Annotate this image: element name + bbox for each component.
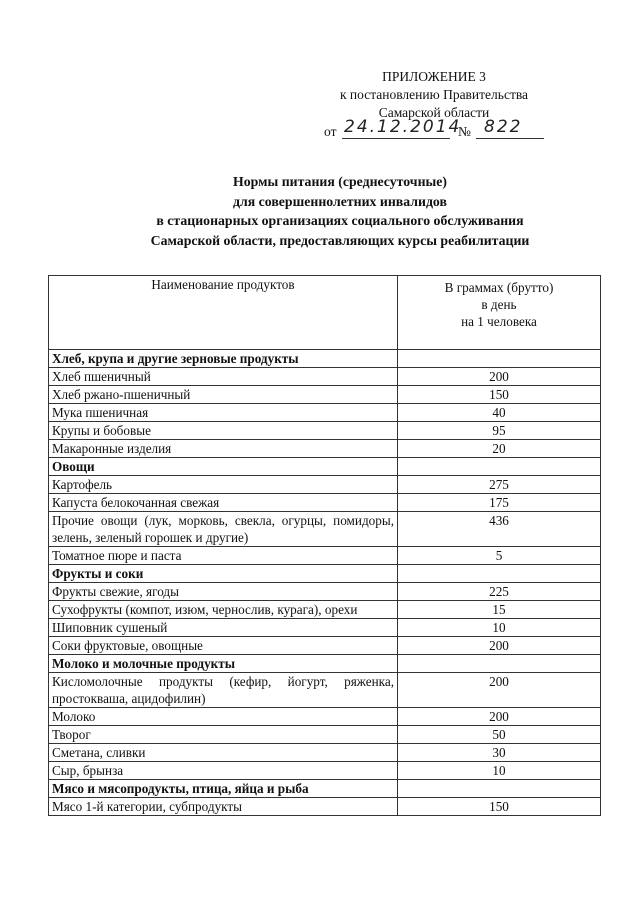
- product-name: Прочие овощи (лук, морковь, свекла, огурцы, помидоры, зелень, зеленый горошек и другие): [49, 512, 398, 547]
- table-header-row: [49, 276, 601, 350]
- grams-value: 175: [398, 494, 601, 512]
- document-title: [60, 172, 620, 250]
- date-underline: [342, 138, 450, 139]
- decree-date: 24.12.2014: [344, 117, 462, 137]
- header-product-name: Наименование продуктов: [49, 276, 398, 350]
- product-name: Мясо 1-й категории, субпродукты: [49, 798, 398, 816]
- grams-value: 15: [398, 601, 601, 619]
- table-row: [49, 368, 601, 386]
- section-name: Молоко и молочные продукты: [49, 655, 398, 673]
- table-row: [49, 404, 601, 422]
- grams-value: [398, 655, 601, 673]
- table-row: [49, 583, 601, 601]
- table-row: [49, 494, 601, 512]
- section-name: Овощи: [49, 458, 398, 476]
- table-row: [49, 547, 601, 565]
- grams-value: [398, 565, 601, 583]
- section-header-row: [49, 655, 601, 673]
- grams-value: 225: [398, 583, 601, 601]
- decree-date-number: [318, 117, 550, 142]
- nutrition-norms-table: [48, 275, 601, 816]
- appendix-title: ПРИЛОЖЕНИЕ 3: [382, 69, 486, 84]
- grams-value: 200: [398, 368, 601, 386]
- grams-value: 95: [398, 422, 601, 440]
- product-name: Макаронные изделия: [49, 440, 398, 458]
- table-row: [49, 673, 601, 708]
- product-name: Шиповник сушеный: [49, 619, 398, 637]
- section-header-row: [49, 350, 601, 368]
- product-name: Молоко: [49, 708, 398, 726]
- table-row: [49, 637, 601, 655]
- header-grams-per-day: [398, 276, 601, 350]
- table-row: [49, 708, 601, 726]
- grams-value: 10: [398, 619, 601, 637]
- appendix-decree: к постановлению Правительства: [339, 87, 529, 102]
- table-row: [49, 744, 601, 762]
- decree-number: 822: [484, 117, 523, 137]
- product-name: Хлеб ржано-пшеничный: [49, 386, 398, 404]
- product-name: Хлеб пшеничный: [49, 368, 398, 386]
- table-row: [49, 726, 601, 744]
- product-name: Соки фруктовые, овощные: [49, 637, 398, 655]
- header-grams-line-3: на 1 человека: [461, 314, 537, 329]
- section-name: Хлеб, крупа и другие зерновые продукты: [49, 350, 398, 368]
- grams-value: 150: [398, 386, 601, 404]
- grams-value: [398, 780, 601, 798]
- number-underline: [476, 138, 544, 139]
- table-row: [49, 386, 601, 404]
- table-row: [49, 440, 601, 458]
- grams-value: 40: [398, 404, 601, 422]
- table-row: [49, 512, 601, 547]
- grams-value: 30: [398, 744, 601, 762]
- number-label: №: [458, 124, 471, 139]
- section-header-row: [49, 565, 601, 583]
- product-name: Кисломолочные продукты (кефир, йогурт, ряженка, простокваша, ацидофилин): [49, 673, 398, 708]
- grams-value: 5: [398, 547, 601, 565]
- header-grams-line-1: В граммах (брутто): [444, 280, 554, 295]
- grams-value: [398, 350, 601, 368]
- product-name: Мука пшеничная: [49, 404, 398, 422]
- appendix-block: [318, 68, 550, 142]
- grams-value: 50: [398, 726, 601, 744]
- grams-value: 200: [398, 673, 601, 708]
- grams-value: 200: [398, 708, 601, 726]
- product-name: Сухофрукты (компот, изюм, чернослив, курага), орехи: [49, 601, 398, 619]
- header-grams-line-2: в день: [481, 297, 517, 312]
- grams-value: [398, 458, 601, 476]
- product-name: Сыр, брынза: [49, 762, 398, 780]
- grams-value: 275: [398, 476, 601, 494]
- product-name: Капуста белокочанная свежая: [49, 494, 398, 512]
- grams-value: 150: [398, 798, 601, 816]
- product-name: Картофель: [49, 476, 398, 494]
- table-row: [49, 422, 601, 440]
- appendix-region: Самарской области: [378, 105, 490, 120]
- title-line-2: для совершеннолетних инвалидов: [233, 193, 447, 209]
- product-name: Крупы и бобовые: [49, 422, 398, 440]
- product-name: Фрукты свежие, ягоды: [49, 583, 398, 601]
- title-line-3: в стационарных организациях социального обслуживания: [156, 213, 524, 228]
- from-label: от: [324, 124, 337, 139]
- product-name: Творог: [49, 726, 398, 744]
- section-header-row: [49, 458, 601, 476]
- product-name: Сметана, сливки: [49, 744, 398, 762]
- grams-value: 20: [398, 440, 601, 458]
- product-name: Томатное пюре и паста: [49, 547, 398, 565]
- table-row: [49, 601, 601, 619]
- table-row: [49, 476, 601, 494]
- title-line-4: Самарской области, предоставляющих курсы реабилитации: [150, 232, 530, 248]
- table-row: [49, 762, 601, 780]
- table-row: [49, 798, 601, 816]
- grams-value: 436: [398, 512, 601, 547]
- section-header-row: [49, 780, 601, 798]
- table-row: [49, 619, 601, 637]
- grams-value: 200: [398, 637, 601, 655]
- section-name: Мясо и мясопродукты, птица, яйца и рыба: [49, 780, 398, 798]
- grams-value: 10: [398, 762, 601, 780]
- title-line-1: Нормы питания (среднесуточные): [232, 174, 448, 189]
- section-name: Фрукты и соки: [49, 565, 398, 583]
